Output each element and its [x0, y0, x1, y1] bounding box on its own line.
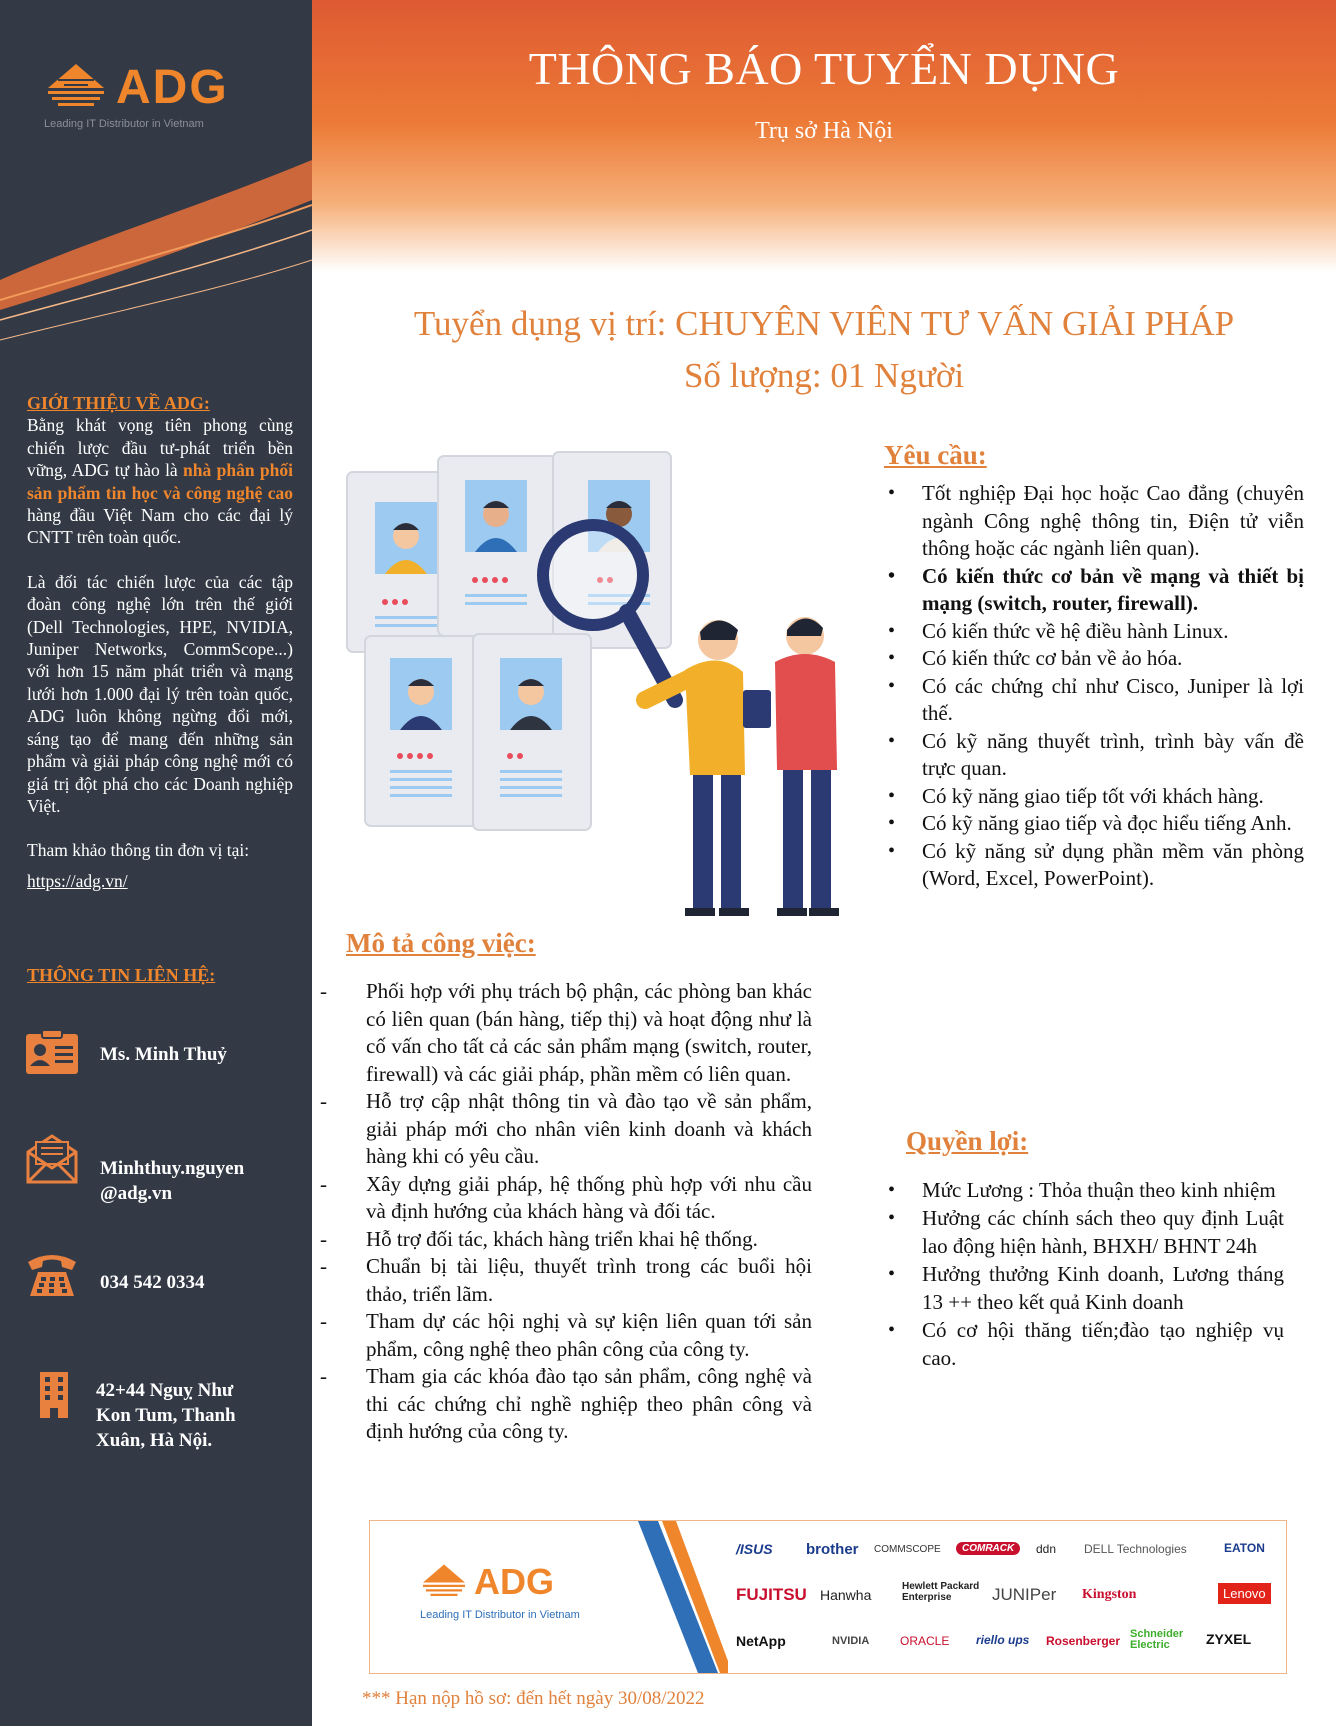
list-item: • Có kỹ năng thuyết trình, trình bày vấn đề trực quan.	[880, 728, 1304, 783]
position-quantity: Số lượng: 01 Người	[683, 356, 965, 395]
list-item: • Hưởng thưởng Kinh doanh, Lương tháng 13 ++ theo kết quả Kinh doanh	[880, 1260, 1284, 1316]
id-card-icon	[24, 1028, 80, 1078]
contact-phone[interactable]: 034 542 0334	[100, 1272, 205, 1293]
brand-kingston: Kingston	[1082, 1587, 1137, 1602]
job-description-title: Mô tả công việc:	[346, 928, 536, 958]
list-item: - Hỗ trợ đối tác, khách hàng triển khai hệ thống.	[320, 1226, 812, 1254]
contact-address: 42+44 Nguỵ Như Kon Tum, Thanh Xuân, Hà Nội.	[96, 1380, 236, 1451]
brand-lenovo: Lenovo	[1218, 1583, 1271, 1604]
list-item: - Tham gia các khóa đào tạo sản phẩm, công nghệ và thi các chứng chỉ nghề nghiệp theo phân công và định hướng của công ty.	[320, 1363, 812, 1446]
list-item: • Mức Lương : Thỏa thuận theo kinh nhiệm	[880, 1176, 1284, 1204]
page-subtitle: Trụ sở Hà Nội	[755, 118, 893, 144]
brand-schneider: Schneider Electric	[1130, 1628, 1184, 1651]
brand-riello: riello ups	[976, 1633, 1030, 1647]
list-item: • Có kỹ năng giao tiếp tốt với khách hàng.	[880, 783, 1304, 811]
decorative-swoosh	[0, 150, 312, 360]
application-deadline: *** Hạn nộp hồ sơ: đến hết ngày 30/08/2022	[362, 1688, 705, 1709]
intro-paragraph-2: Là đối tác chiến lược của các tập đoàn công nghệ lớn trên thế giới (Dell Technologies, HPE, NVIDIA, Juniper Networks, CommScope...) với hơn 15 năm phát triển và mạng lưới hơn 1.000 đại lý trên toàn quốc, ADG luôn không ngừng đổi mới, sáng tạo để mang đến những sản phẩm và giải pháp công nghệ mới có giá trị đột phá cho các Doanh nghiệp Việt.	[27, 571, 293, 816]
brand-comrack: COMRACK	[956, 1542, 1020, 1555]
intro-heading: GIỚI THIỆU VỀ ADG:	[27, 393, 210, 413]
header-banner	[312, 0, 1336, 272]
position-heading	[312, 298, 1336, 402]
list-item: • Có cơ hội thăng tiến;đào tạo nghiệp vụ cao.	[880, 1316, 1284, 1372]
intro-paragraph-1: Bằng khát vọng tiên phong cùng chiến lược đầu tư-phát triển bền vững, ADG tự hào là nhà phân phối sản phẩm tin học và công nghệ cao hàng đầu Việt Nam cho các đại lý CNTT trên toàn quốc.	[27, 415, 293, 548]
list-item: - Hỗ trợ cập nhật thông tin và đào tạo về sản phẩm, giải pháp mới cho nhân viên kinh doanh và khách hàng khi có yêu cầu.	[320, 1088, 812, 1171]
list-item: - Xây dựng giải pháp, hệ thống phù hợp với nhu cầu và định hướng của khách hàng và đối tác.	[320, 1171, 812, 1226]
brand-nvidia: NVIDIA	[832, 1635, 870, 1647]
envelope-icon	[24, 1134, 80, 1184]
partners-adg-logo: ADG Leading IT Distributor in Vietnam	[420, 1561, 580, 1621]
brand-hanwha: Hanwha	[820, 1587, 872, 1603]
list-item: • Có các chứng chỉ như Cisco, Juniper là lợi thế.	[880, 673, 1304, 728]
brand-eaton: EATON	[1224, 1541, 1265, 1555]
list-item: • Có kiến thức cơ bản về ảo hóa.	[880, 645, 1304, 673]
list-item: • Có kiến thức cơ bản về mạng và thiết bị mạng (switch, router, firewall).	[880, 563, 1304, 618]
logo-tagline: Leading IT Distributor in Vietnam	[44, 118, 204, 130]
brand-hpe: Hewlett Packard Enterprise	[902, 1581, 980, 1603]
logo-text: ADG	[116, 61, 229, 114]
brand-ddn: ddn	[1036, 1542, 1057, 1556]
list-item: • Tốt nghiệp Đại học hoặc Cao đẳng (chuyên ngành Công nghệ thông tin, Điện tử viễn thông hoặc các ngành liên quan).	[880, 480, 1304, 563]
list-item: • Có kỹ năng giao tiếp và đọc hiểu tiếng Anh.	[880, 810, 1304, 838]
benefits-title: Quyền lợi:	[906, 1126, 1029, 1156]
brand-oracle: ORACLE	[900, 1634, 950, 1648]
list-item: • Có kiến thức về hệ điều hành Linux.	[880, 618, 1304, 646]
contact-name: Ms. Minh Thuỷ	[100, 1044, 227, 1065]
position-title: Tuyển dụng vị trí: CHUYÊN VIÊN TƯ VẤN GIẢI PHÁP	[413, 304, 1235, 343]
adg-logo-mark-icon	[44, 62, 108, 110]
reference-text: Tham khảo thông tin đơn vị tại:	[27, 840, 250, 861]
page-title: THÔNG BÁO TUYỂN DỤNG	[528, 43, 1120, 94]
job-description-list	[320, 978, 812, 1446]
list-item: • Có kỹ năng sử dụng phần mềm văn phòng (Word, Excel, PowerPoint).	[880, 838, 1304, 893]
brand-logo-grid	[736, 1535, 1276, 1665]
intro-section	[27, 392, 293, 892]
sidebar	[0, 0, 312, 1726]
brand-zyxel: ZYXEL	[1206, 1631, 1252, 1647]
building-icon	[34, 1370, 74, 1420]
adg-logo[interactable]	[44, 60, 274, 130]
brand-juniper: JUNIPer	[992, 1585, 1057, 1604]
list-item: - Chuẩn bị tài liệu, thuyết trình trong các buổi hội thảo, triển lãm.	[320, 1253, 812, 1308]
benefits-list	[880, 1176, 1284, 1372]
list-item: • Hưởng các chính sách theo quy định Luật lao động hiện hành, BHXH/ BHNT 24h	[880, 1204, 1284, 1260]
brand-rosenberger: Rosenberger	[1046, 1634, 1121, 1648]
telephone-icon	[24, 1250, 80, 1300]
partners-banner	[369, 1520, 1287, 1674]
list-item: - Phối hợp với phụ trách bộ phận, các phòng ban khác có liên quan (bán hàng, tiếp thị) và hoạt động như là cố vấn cho tất cả các sản phẩm mạng (switch, router, firewall) và các giải pháp, phần mềm có liên quan.	[320, 978, 812, 1088]
contact-heading: THÔNG TIN LIÊN HỆ:	[27, 965, 216, 985]
adg-logo-mark-icon	[420, 1563, 468, 1599]
brand-fujitsu: FUJITSU	[736, 1585, 807, 1604]
brand-netapp: NetApp	[736, 1633, 786, 1649]
requirements-list	[880, 480, 1304, 893]
brand-asus: /ISUS	[736, 1541, 773, 1557]
recruitment-illustration	[345, 450, 855, 920]
brand-dell: DELL Technologies	[1084, 1542, 1187, 1556]
list-item: - Tham dự các hội nghị và sự kiện liên quan tới sản phẩm, công nghệ theo phân công của công ty.	[320, 1308, 812, 1363]
brand-brother: brother	[806, 1541, 859, 1558]
intro-highlight: nhà phân phối sản phẩm tin học và công nghệ cao	[27, 460, 293, 503]
website-link[interactable]: https://adg.vn/	[27, 870, 128, 891]
decorative-stripes	[628, 1521, 728, 1673]
contact-email[interactable]: Minhthuy.nguyen @adg.vn	[100, 1158, 245, 1204]
brand-commscope: COMMSCOPE	[874, 1544, 941, 1555]
requirements-title: Yêu cầu:	[884, 440, 987, 470]
